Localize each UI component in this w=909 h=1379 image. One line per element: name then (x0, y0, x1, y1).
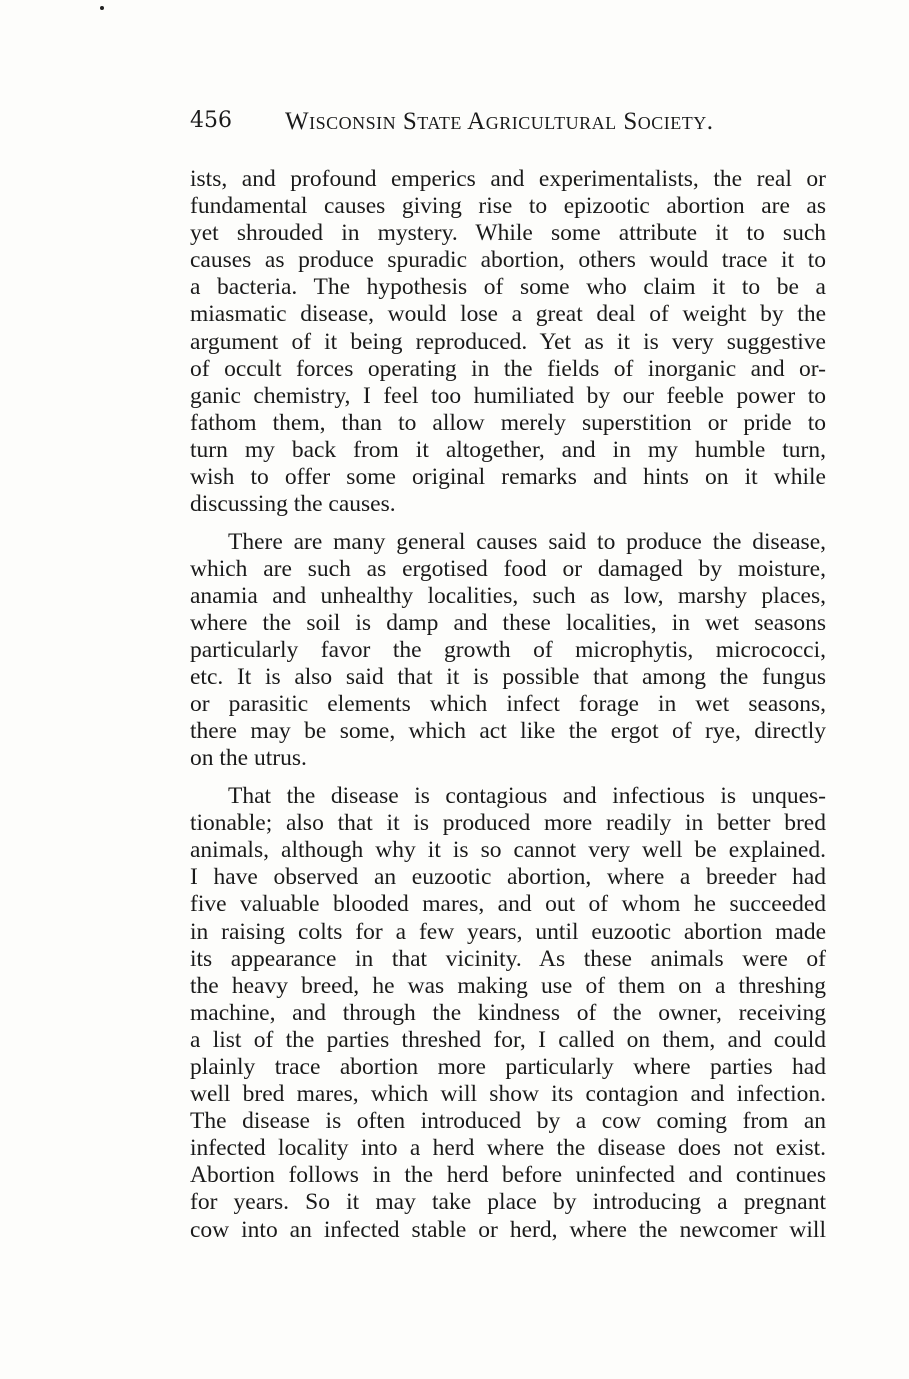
text-line: or parasitic elements which infect forage in wet seasons, (190, 691, 826, 718)
text-line: cow into an infected stable or herd, where the newcomer will (190, 1216, 826, 1243)
text-line: a list of the parties threshed for, I called on them, and could (190, 1026, 826, 1053)
text-line: on the utrus. (190, 745, 307, 772)
text-line: which are such as ergotised food or damaged by moisture, (190, 555, 826, 582)
text-line: machine, and through the kindness of the owner, receiving (190, 999, 826, 1026)
text-line: anamia and unhealthy localities, such as low, marshy places, (190, 582, 826, 609)
text-line: well bred mares, which will show its contagion and infection. (190, 1081, 826, 1108)
text-line: where the soil is damp and these localities, in wet seasons (190, 610, 826, 636)
text-line: a bacteria. The hypothesis of some who claim it to be a (190, 274, 826, 301)
text-line: of occult forces operating in the fields of inorganic and or- (190, 355, 826, 382)
text-line: The disease is often introduced by a cow coming from an (190, 1108, 826, 1135)
text-line: ists, and profound emperics and experimentalists, the real or (190, 166, 826, 192)
text-line: animals, although why it is so cannot very well be explained. (190, 837, 826, 864)
text-line: yet shrouded in mystery. While some attribute it to such (190, 220, 826, 247)
text-line: plainly trace abortion more particularly where parties had (190, 1054, 826, 1080)
paragraph (190, 529, 826, 773)
paragraph (190, 166, 826, 518)
text-line: five valuable blooded mares, and out of whom he succeeded (190, 891, 826, 918)
text-line: miasmatic disease, would lose a great deal of weight by the (190, 301, 826, 328)
text-line: That the disease is contagious and infectious is unques- (228, 783, 826, 810)
text-line: infected locality into a herd where the disease does not exist. (190, 1135, 826, 1162)
page-body (190, 166, 826, 1254)
text-line: I have observed an euzootic abortion, where a breeder had (190, 864, 826, 891)
scan-speck (100, 6, 104, 10)
text-line: ganic chemistry, I feel too humiliated by our feeble power to (190, 382, 826, 409)
text-line: there may be some, which act like the ergot of rye, directly (190, 718, 826, 745)
text-line: for years. So it may take place by introducing a pregnant (190, 1189, 826, 1216)
running-title: Wisconsin State Agricultural Society. (285, 108, 714, 135)
text-line: There are many general causes said to produce the disease, (228, 528, 826, 555)
page-number: 456 (190, 108, 232, 133)
text-line: the heavy breed, he was making use of them on a threshing (190, 972, 826, 999)
text-line: causes as produce spuradic abortion, others would trace it to (190, 247, 826, 274)
text-line: fathom them, than to allow merely superstition or pride to (190, 409, 826, 436)
text-line: its appearance in that vicinity. As these animals were of (190, 945, 826, 972)
text-line: discussing the causes. (190, 491, 396, 518)
text-line: etc. It is also said that it is possible that among the fungus (190, 664, 826, 691)
text-line: in raising colts for a few years, until euzootic abortion made (190, 918, 826, 945)
text-line: tionable; also that it is produced more readily in better bred (190, 810, 826, 837)
text-line: particularly favor the growth of microphytis, micrococci, (190, 637, 826, 664)
text-line: wish to offer some original remarks and hints on it while (190, 464, 826, 491)
text-line: Abortion follows in the herd before uninfected and continues (190, 1162, 826, 1189)
text-line: fundamental causes giving rise to epizootic abortion are as (190, 193, 826, 220)
text-line: turn my back from it altogether, and in my humble turn, (190, 436, 826, 463)
paragraph (190, 783, 826, 1244)
text-line: argument of it being reproduced. Yet as it is very suggestive (190, 328, 826, 355)
